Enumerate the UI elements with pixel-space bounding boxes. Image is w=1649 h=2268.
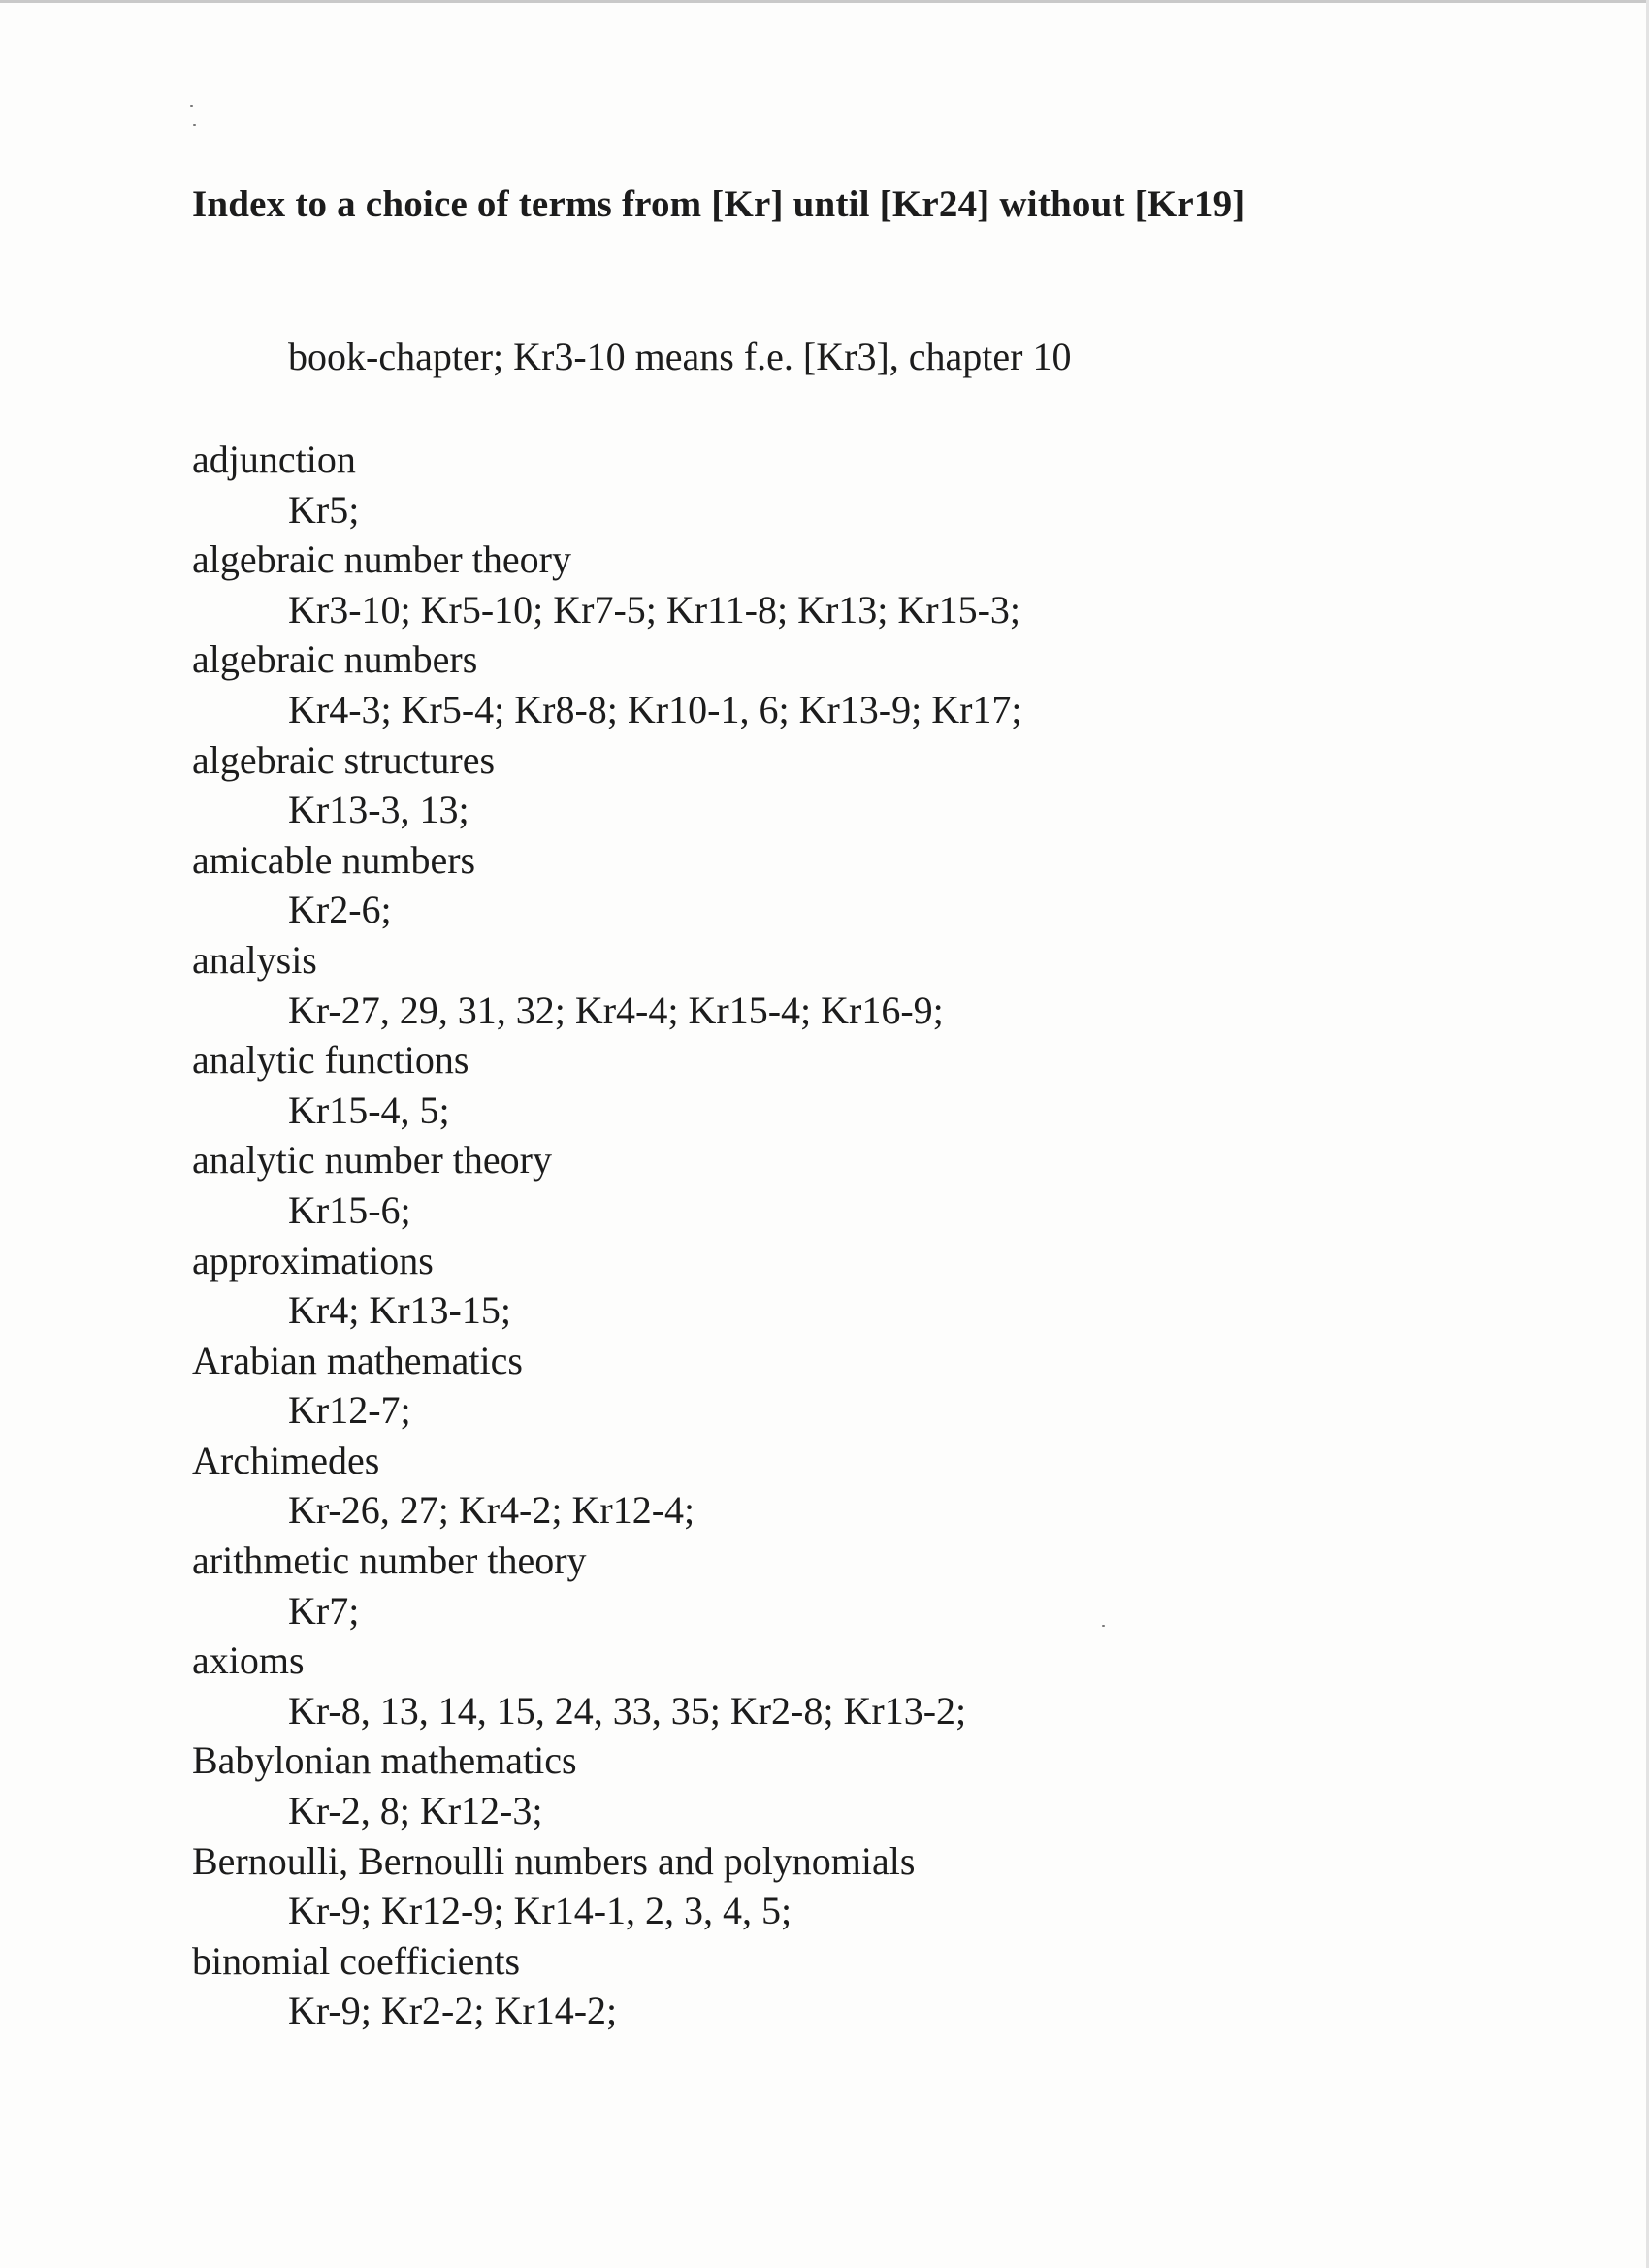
index-refs: Kr13-3, 13; [288, 788, 469, 832]
index-term: Arabian mathematics [192, 1338, 523, 1382]
index-term: analytic functions [192, 1038, 469, 1083]
index-entry [192, 435, 1453, 535]
index-term: algebraic structures [192, 737, 496, 782]
index-entry [192, 1735, 1453, 1835]
scan-speck [190, 105, 193, 107]
index-term: algebraic number theory [192, 537, 571, 582]
index-term: Archimedes [192, 1438, 380, 1482]
index-refs: Kr12-7; [288, 1388, 411, 1433]
index-term: Bernoulli, Bernoulli numbers and polynomials [192, 1838, 916, 1883]
index-list [192, 435, 1453, 2036]
index-term: Babylonian mathematics [192, 1738, 577, 1783]
index-term: arithmetic number theory [192, 1539, 587, 1583]
index-term: approximations [192, 1238, 434, 1282]
index-refs: Kr-26, 27; Kr4-2; Kr12-4; [288, 1488, 695, 1533]
index-entry [192, 935, 1453, 1035]
index-term: adjunction [192, 437, 356, 481]
index-entry [192, 535, 1453, 634]
index-term: analytic number theory [192, 1138, 552, 1183]
index-entry [192, 735, 1453, 835]
index-entry [192, 1135, 1453, 1235]
index-entry [192, 1936, 1453, 2036]
scan-speck [193, 124, 196, 126]
scan-edge-top [0, 0, 1649, 3]
index-refs: Kr7; [288, 1588, 360, 1633]
index-refs: Kr-9; Kr12-9; Kr14-1, 2, 3, 4, 5; [288, 1889, 792, 1933]
index-entry [192, 1636, 1453, 1735]
index-term: amicable numbers [192, 837, 476, 882]
index-note: book-chapter; Kr3-10 means f.e. [Kr3], chapter 10 [288, 335, 1072, 378]
index-refs: Kr-8, 13, 14, 15, 24, 33, 35; Kr2-8; Kr13-2; [288, 1688, 967, 1733]
index-entry [192, 1536, 1453, 1636]
index-term: axioms [192, 1638, 305, 1683]
index-term: algebraic numbers [192, 637, 478, 682]
index-refs: Kr-2, 8; Kr12-3; [288, 1789, 543, 1833]
page-title: Index to a choice of terms from [Kr] until [Kr24] without [Kr19] [192, 183, 1245, 225]
index-entry [192, 1836, 1453, 1936]
index-refs: Kr2-6; [288, 888, 392, 932]
index-term: analysis [192, 937, 317, 982]
index-refs: Kr-9; Kr2-2; Kr14-2; [288, 1989, 618, 2033]
index-refs: Kr15-6; [288, 1187, 411, 1232]
index-term: binomial coefficients [192, 1938, 521, 1983]
index-entry [192, 1035, 1453, 1135]
index-entry [192, 1336, 1453, 1436]
index-refs: Kr5; [288, 487, 360, 532]
index-entry [192, 634, 1453, 734]
index-entry [192, 835, 1453, 935]
index-entry [192, 1436, 1453, 1536]
index-refs: Kr15-4, 5; [288, 1087, 450, 1132]
index-refs: Kr-27, 29, 31, 32; Kr4-4; Kr15-4; Kr16-9; [288, 988, 944, 1032]
index-refs: Kr4; Kr13-15; [288, 1288, 511, 1333]
index-entry [192, 1236, 1453, 1336]
index-refs: Kr3-10; Kr5-10; Kr7-5; Kr11-8; Kr13; Kr15-3; [288, 587, 1021, 632]
index-refs: Kr4-3; Kr5-4; Kr8-8; Kr10-1, 6; Kr13-9; Kr17; [288, 687, 1022, 731]
